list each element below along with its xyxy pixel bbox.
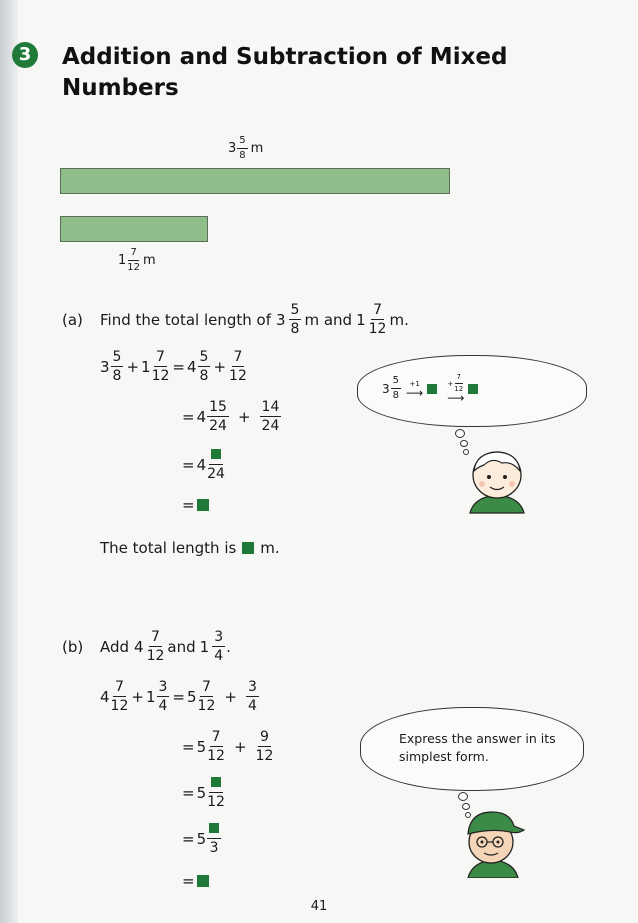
b2-d1: 12 <box>207 748 225 764</box>
part-b-f2-num: 3 <box>214 629 224 645</box>
a1-d1: 8 <box>112 368 122 384</box>
blank-square-icon <box>211 777 221 787</box>
a1-eq: = <box>172 357 185 376</box>
bubble-a-op1: +1 <box>409 379 420 388</box>
part-a-f1-whole: 3 <box>276 310 286 329</box>
a2-d2: 24 <box>261 418 280 434</box>
a2-eq: = <box>182 407 195 426</box>
right-arrow-icon: ⟶ <box>447 391 465 405</box>
b4-num-blank <box>207 822 221 839</box>
blank-square-icon <box>197 499 209 511</box>
bar2-whole: 1 <box>118 253 127 268</box>
blank-square-icon <box>211 449 221 459</box>
part-b-step-2 <box>180 730 274 763</box>
a2-n2: 14 <box>261 399 280 415</box>
b5-eq: = <box>182 872 195 890</box>
b3-num-blank <box>209 776 223 793</box>
part-a-prompt-end: m. <box>389 310 409 329</box>
a3-num-blank <box>209 448 223 465</box>
page-edge-shadow <box>0 0 18 923</box>
a1-rhs-d1: 8 <box>199 368 209 384</box>
arrow-add-one <box>406 380 423 398</box>
a1-w1: 3 <box>100 357 110 376</box>
page-title <box>62 42 532 104</box>
bubble-a-op2-sign: + <box>447 379 454 388</box>
bar1-fraction <box>237 136 247 161</box>
thought-dot <box>460 440 468 447</box>
a2-n1: 15 <box>209 399 227 415</box>
part-a-step-1 <box>100 350 248 383</box>
thought-dot <box>458 792 468 801</box>
bar1-den: 8 <box>239 150 246 161</box>
bar2-unit: m <box>143 253 156 268</box>
part-b-step-5 <box>180 872 209 890</box>
part-b-step-3 <box>180 776 226 809</box>
bubble-a-op2-num: 7 <box>455 374 463 384</box>
a1-rhs-n1: 5 <box>199 349 209 365</box>
part-a-f2-whole: 1 <box>356 310 366 329</box>
b3-eq: = <box>182 783 195 802</box>
part-b-prompt-end: . <box>226 637 231 656</box>
a2-w: 4 <box>196 407 207 426</box>
part-b-prompt-text: Add <box>100 637 130 656</box>
b1-rhs-plus: + <box>224 687 237 706</box>
bar2-label <box>118 248 158 273</box>
blank-square-icon <box>242 542 254 554</box>
part-b-step-4 <box>180 822 222 855</box>
part-a-answer-text: The total length is <box>100 539 237 557</box>
bar2-num: 7 <box>128 248 138 261</box>
title-line-1: Addition and Subtraction of Mixed <box>62 44 508 70</box>
b2-plus: + <box>233 737 247 756</box>
part-b-step-1 <box>100 680 260 713</box>
blank-square-icon <box>427 384 437 394</box>
girl-character-icon <box>462 447 532 515</box>
blank-square-icon <box>209 823 219 833</box>
b3-w: 5 <box>196 783 207 802</box>
arrow-add-fraction <box>447 374 464 403</box>
part-b-f1-den: 12 <box>146 648 165 664</box>
a1-rhs-d2: 12 <box>229 368 247 384</box>
thought-dot <box>455 429 465 438</box>
b1-rhs-n1: 7 <box>202 679 211 695</box>
a1-plus: + <box>126 357 140 376</box>
part-a-prompt-and: m and <box>304 310 353 329</box>
b4-d: 3 <box>209 840 219 856</box>
b4-eq: = <box>182 829 195 848</box>
page-number: 41 <box>310 899 328 914</box>
part-b-f2-whole: 1 <box>199 637 210 656</box>
a1-d2: 12 <box>151 368 170 384</box>
b4-w: 5 <box>196 829 207 848</box>
a1-rhs-plus: + <box>213 357 227 376</box>
b2-eq: = <box>182 737 195 756</box>
a1-n2: 7 <box>156 349 165 365</box>
part-b-f1-whole: 4 <box>134 637 144 656</box>
b1-plus: + <box>131 687 144 706</box>
bar2-den: 12 <box>127 262 141 273</box>
b1-d2: 4 <box>158 698 168 714</box>
bubble-a-num: 5 <box>391 376 401 389</box>
b1-rhs-n2: 3 <box>247 679 257 695</box>
blank-square-icon <box>197 875 209 887</box>
part-a-f1-num: 5 <box>290 302 300 318</box>
part-b-f1-num: 7 <box>151 629 160 645</box>
b2-n1: 7 <box>211 729 221 745</box>
blank-square-icon <box>468 384 478 394</box>
bubble-b-text: Express the answer in its simplest form. <box>399 731 556 764</box>
b2-n2: 9 <box>259 729 269 745</box>
bar1-label <box>228 136 265 161</box>
part-a-step-3 <box>180 448 226 481</box>
b1-rhs-w: 5 <box>187 687 197 706</box>
part-a-f2-num: 7 <box>373 302 382 318</box>
a2-plus: + <box>237 407 251 426</box>
b3-d: 12 <box>207 794 225 810</box>
bar2-fraction <box>127 248 140 273</box>
bar1-whole: 3 <box>228 141 237 156</box>
b2-d2: 12 <box>255 748 274 764</box>
a1-rhs-w: 4 <box>187 357 197 376</box>
a3-eq: = <box>182 455 195 474</box>
b1-d1: 12 <box>110 698 129 714</box>
a1-w2: 1 <box>141 357 151 376</box>
right-arrow-icon: ⟶ <box>406 385 424 400</box>
section-number-badge: 3 <box>12 42 38 68</box>
part-a-prompt <box>62 303 411 336</box>
boy-character-icon <box>458 806 528 878</box>
part-b-f2-den: 4 <box>214 648 224 664</box>
bubble-a-whole: 3 <box>382 381 390 396</box>
bubble-a-den: 8 <box>392 390 400 401</box>
b1-n2: 3 <box>158 679 168 695</box>
thought-bubble-a <box>357 355 587 427</box>
bubble-a-op2-den: 12 <box>454 385 464 393</box>
part-a-step-4 <box>180 496 209 514</box>
a3-w: 4 <box>196 455 207 474</box>
part-a-label: (a) <box>62 310 83 329</box>
bubble-a-content <box>382 374 478 403</box>
bar-model-long <box>60 168 450 194</box>
part-b-prompt-and: and <box>167 637 196 656</box>
part-a-answer-unit: m. <box>260 539 280 557</box>
bar1-unit: m <box>250 141 264 156</box>
part-a-f1-den: 8 <box>290 321 300 337</box>
thought-bubble-b <box>360 707 584 791</box>
title-line-2: Numbers <box>62 75 179 101</box>
part-b-prompt <box>62 630 231 663</box>
b1-n1: 7 <box>115 679 124 695</box>
part-b-label: (b) <box>62 637 84 656</box>
part-a-prompt-text: Find the total length of <box>100 310 271 329</box>
b1-eq: = <box>172 687 185 706</box>
a1-n1: 5 <box>112 349 122 365</box>
part-a-step-2 <box>180 400 282 433</box>
a3-d: 24 <box>207 466 225 482</box>
part-a-answer <box>100 539 280 557</box>
bar1-num: 5 <box>237 136 247 149</box>
a1-rhs-n2: 7 <box>233 349 243 365</box>
bar-model-short <box>60 216 208 242</box>
a4-eq: = <box>182 496 195 514</box>
b1-w1: 4 <box>100 687 110 706</box>
part-a-f2-den: 12 <box>368 321 387 337</box>
b1-rhs-d1: 12 <box>197 698 216 714</box>
b2-w: 5 <box>196 737 207 756</box>
b1-rhs-d2: 4 <box>247 698 257 714</box>
a2-d1: 24 <box>209 418 227 434</box>
b1-w2: 1 <box>145 687 156 706</box>
